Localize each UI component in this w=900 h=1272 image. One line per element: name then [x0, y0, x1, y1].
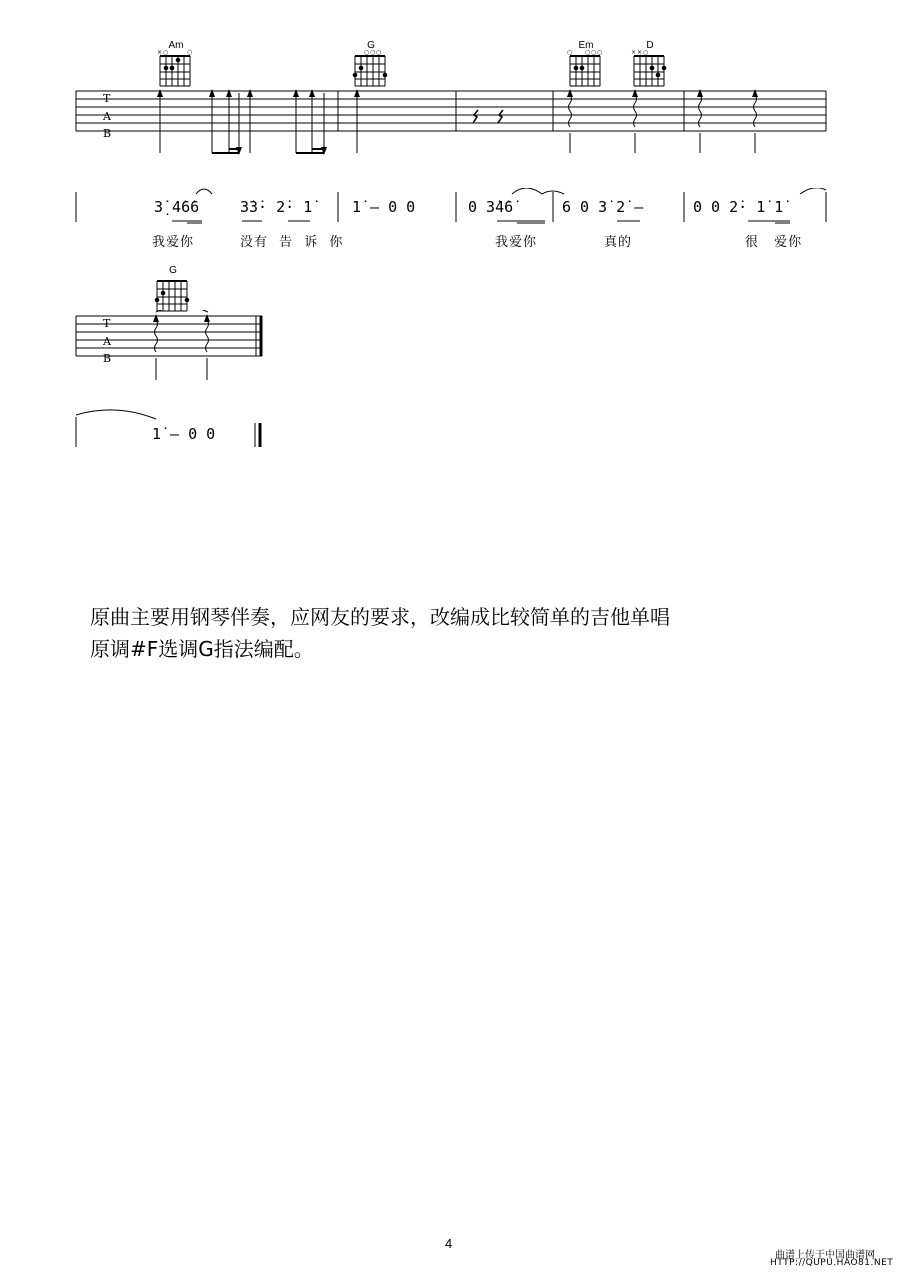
- notation-segment: 1̇ – 0 0: [152, 425, 216, 443]
- lyric-segment: 我爱你: [152, 235, 195, 250]
- tab-letter-b: B: [103, 127, 112, 140]
- svg-text:×: ×: [631, 50, 637, 56]
- chord-name: D: [646, 40, 654, 51]
- tab-letter-a: A: [103, 335, 111, 348]
- lyric-segment: 没有 告 诉 你: [240, 235, 344, 250]
- svg-text:○: ○: [163, 50, 169, 56]
- svg-text:○: ○: [585, 50, 591, 56]
- notation-segment: 3̣̇ 4̇6̇6: [154, 198, 200, 216]
- svg-text:○: ○: [364, 50, 370, 56]
- lyric-segment: 很 爱你: [745, 235, 803, 250]
- tab-letter-a: A: [103, 110, 111, 123]
- page-number: 4: [445, 1236, 453, 1251]
- svg-text:○: ○: [597, 50, 603, 56]
- chord-name: G: [367, 40, 375, 51]
- svg-text:×: ×: [637, 50, 643, 56]
- svg-text:○: ○: [591, 50, 597, 56]
- lyric-segment: 我爱你: [495, 235, 538, 250]
- svg-text:○: ○: [643, 50, 649, 56]
- notation-segment: 0 3̇4̇6̇: [468, 198, 514, 216]
- arrangement-note-2: 原调#F选调G指法编配。: [90, 637, 314, 661]
- lyric-segment: 真的: [604, 235, 633, 250]
- notation-segment: 1̇ – 0 0: [352, 198, 416, 216]
- chord-name: G: [169, 265, 177, 276]
- svg-text:×: ×: [157, 50, 163, 56]
- svg-text:○: ○: [567, 50, 573, 56]
- svg-text:○: ○: [187, 50, 193, 56]
- tab-letter-b: B: [103, 352, 112, 365]
- tab-letter-t: T: [103, 317, 111, 330]
- footer-site-name: 曲谱上传于中国曲谱网: [775, 1250, 875, 1261]
- svg-text:○: ○: [376, 50, 382, 56]
- chord-name: Em: [578, 40, 594, 51]
- notation-segment: 3̇3̇· 2̇· 1̇: [240, 198, 313, 216]
- arrangement-note-1: 原曲主要用钢琴伴奏，应网友的要求，改编成比较简单的吉他单唱: [90, 605, 670, 629]
- notation-segment: 0 0 2̇· 1̇ 1̇: [693, 198, 784, 216]
- tab-letter-t: T: [103, 92, 111, 105]
- chord-name: Am: [168, 40, 184, 51]
- notation-lines-2: [0, 405, 300, 455]
- notation-segment: 6 0 3̇ 2̇ –: [562, 198, 644, 216]
- svg-text:○: ○: [370, 50, 376, 56]
- footer-site-url: HTTP://QUPU.HAO81.NET: [770, 1258, 894, 1268]
